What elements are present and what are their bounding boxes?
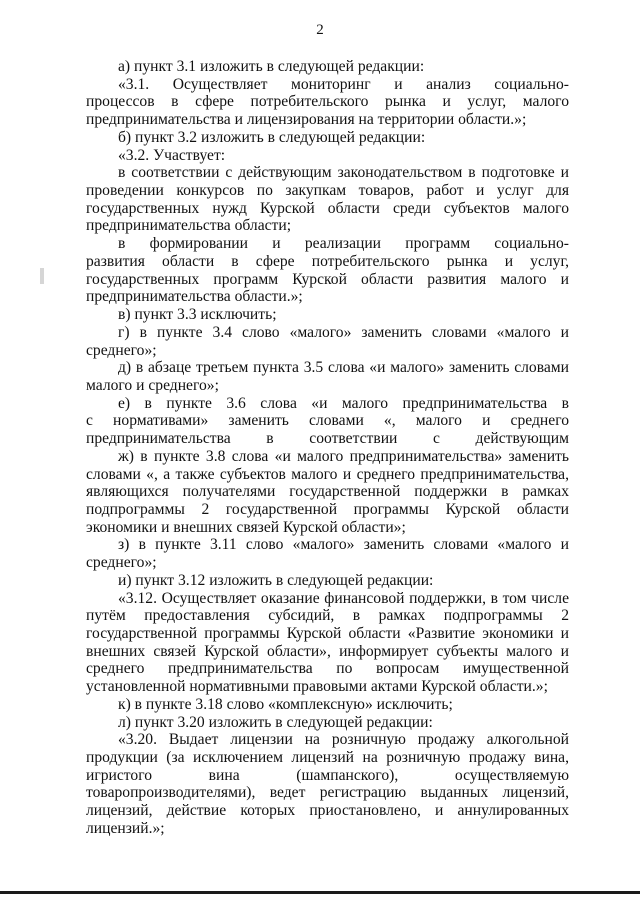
text-line: проведении конкурсов по закупкам товаров, работ и услуг для [86, 182, 569, 200]
text-line: среднего»; [86, 341, 157, 359]
text-line: л) пункт 3.20 изложить в следующей редакции: [118, 713, 433, 731]
text-line: малого и среднего»; [86, 376, 219, 394]
text-line: в) пункт 3.3 исключить; [118, 306, 277, 324]
bottom-scan-edge [0, 891, 640, 894]
document-body [86, 58, 569, 838]
text-line: экономики и внешних связей Курской области»; [86, 518, 406, 536]
text-line: «3.20. Выдает лицензии на розничную продажу алкогольной [118, 731, 569, 749]
text-line: б) пункт 3.2 изложить в следующей редакции: [118, 128, 426, 146]
page-number: 2 [316, 22, 324, 38]
text-line: словами «, а также субъектов малого и среднего предпринимательства, [86, 465, 569, 483]
text-line: лицензий.»; [86, 819, 165, 837]
text-line: подпрограммы 2 государственной программы Курской области [86, 500, 569, 518]
text-line: государственных программ Курской области развития малого и [86, 270, 569, 288]
text-line: государственных нужд Курской области среди субъектов малого [86, 199, 569, 217]
text-line: среднего»; [86, 554, 157, 572]
text-line: продукции (за исключением лицензий на розничную продажу вина, [86, 749, 569, 767]
text-line: з) в пункте 3.11 слово «малого» заменить словами «малого и [118, 536, 569, 554]
text-line: товаропроизводителями), ведет регистрацию выданных лицензий, [86, 784, 569, 802]
text-line: с нормативами» заменить словами «, малого и среднего [86, 412, 569, 430]
text-line: ж) в пункте 3.8 слова «и малого предпринимательства» заменить [118, 447, 569, 465]
text-line: «3.1. Осуществляет мониторинг и анализ социально- [118, 75, 569, 93]
text-line: в формировании и реализации программ социально- [118, 235, 569, 253]
text-line: предпринимательства в соответствии с действующим [86, 430, 569, 448]
text-line: среднего предпринимательства по вопросам имущественной [86, 660, 569, 678]
text-line: путём предоставления субсидий, в рамках подпрограммы 2 [86, 607, 569, 625]
text-line: игристого вина (шампанского), осуществляемую [86, 766, 569, 784]
text-line: лицензий, действие которых приостановлено, и аннулированных [86, 802, 569, 820]
text-line: государственной программы Курской области «Развитие экономики и [86, 625, 569, 642]
text-line: «3.12. Осуществляет оказание финансовой поддержки, в том числе [118, 589, 569, 607]
text-line: предпринимательства области.»; [86, 288, 303, 306]
text-line: в соответствии с действующим законодательством в подготовке и [118, 164, 569, 182]
scan-mark [40, 268, 44, 284]
text-line: а) пункт 3.1 изложить в следующей редакции: [118, 58, 425, 75]
text-line: е) в пункте 3.6 слова «и малого предпринимательства в [118, 394, 569, 412]
text-line: и) пункт 3.12 изложить в следующей редакции: [118, 571, 434, 589]
text-line: «3.2. Участвует: [118, 146, 226, 164]
text-line: процессов в сфере потребительского рынка и услуг, малого [86, 93, 569, 111]
text-line: предпринимательства области; [86, 217, 292, 235]
text-line: г) в пункте 3.4 слово «малого» заменить словами «малого и [118, 323, 569, 341]
text-line: развития области в сфере потребительского рынка и услуг, [86, 252, 569, 270]
text-line: к) в пункте 3.18 слово «комплексную» исключить; [118, 695, 453, 713]
text-line: д) в абзаце третьем пункта 3.5 слова «и малого» заменить словами [118, 359, 569, 377]
text-line: внешних связей Курской области», информирует субъекты малого и [86, 642, 569, 660]
text-line: предпринимательства и лицензирования на территории области.»; [86, 111, 527, 129]
text-line: установленной нормативными правовыми актами Курской области.»; [86, 678, 548, 696]
text-line: являющихся получателями государственной поддержки в рамках [86, 483, 569, 501]
